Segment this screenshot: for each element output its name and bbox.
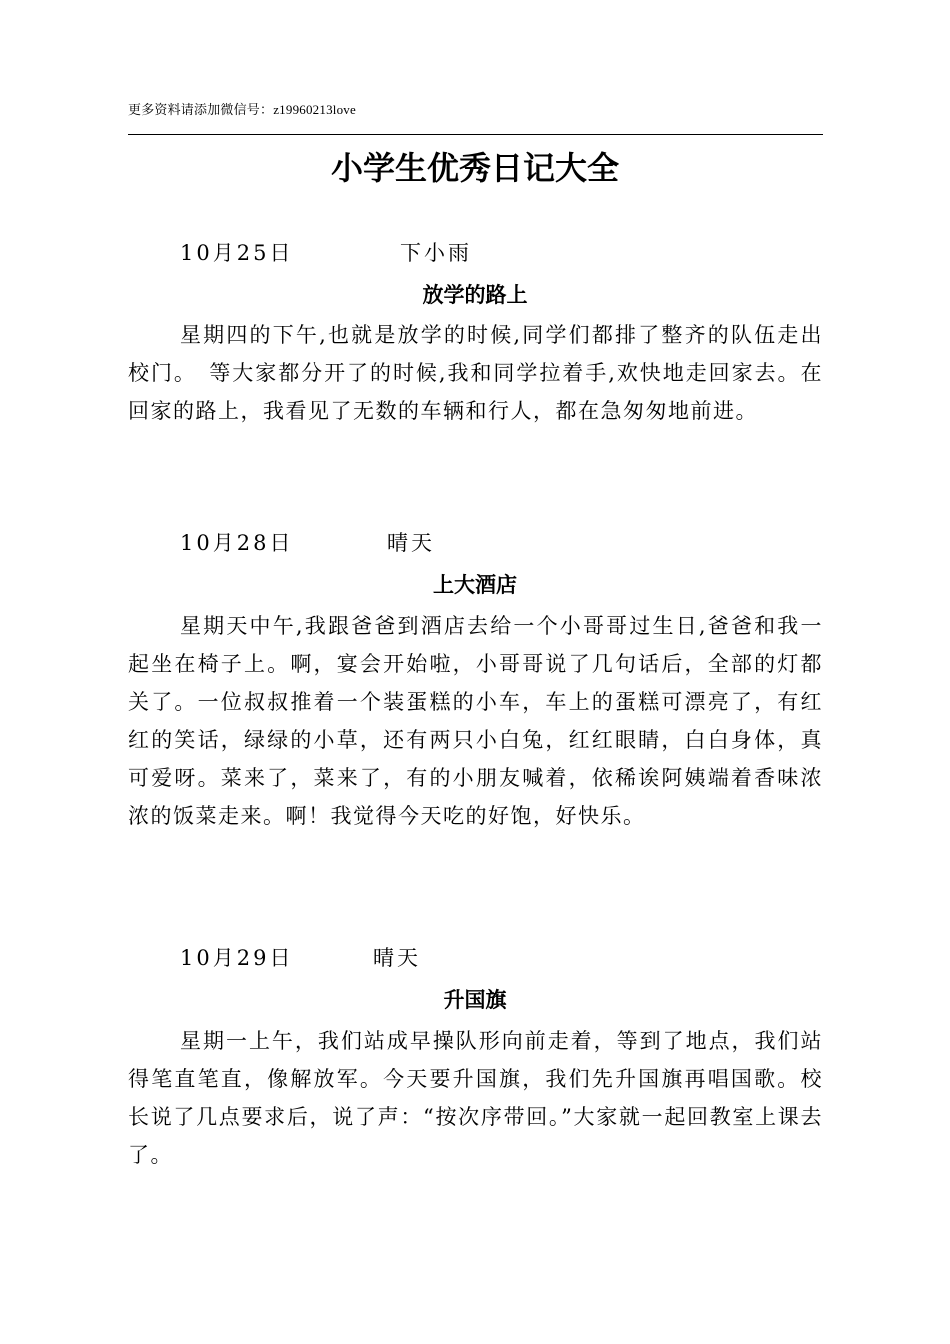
document-title: 小学生优秀日记大全 bbox=[330, 149, 619, 187]
header-note: 更多资料请添加微信号：z19960213love bbox=[128, 102, 356, 117]
entry-weather: 晴天 bbox=[387, 531, 435, 555]
entry-weather: 下小雨 bbox=[400, 241, 472, 265]
entry-date: 10月25日 bbox=[180, 241, 294, 265]
entry-body: 星期一上午，我们站成早操队形向前走着，等到了地点，我们站得笔直笔直，像解放军。今天要升国旗，我们先升国旗再唱国歌。校长说了几点要求后，说了声：“按次序带回。”大家就一起回教室上课去了。 bbox=[128, 1029, 823, 1167]
entry-title: 放学的路上 bbox=[422, 282, 528, 307]
entry-title: 上大酒店 bbox=[433, 572, 517, 597]
entry-body: 星期四的下午,也就是放学的时候,同学们都排了整齐的队伍走出校门。 等大家都分开了的时候,我和同学拉着手,欢快地走回家去。在回家的路上，我看见了无数的车辆和行人，都在急匆匆地前进。 bbox=[128, 323, 823, 423]
header-divider bbox=[128, 134, 823, 135]
entry-date: 10月28日 bbox=[180, 531, 294, 555]
entry-body: 星期天中午,我跟爸爸到酒店去给一个小哥哥过生日,爸爸和我一起坐在椅子上。啊，宴会开始啦，小哥哥说了几句话后，全部的灯都关了。一位叔叔推着一个装蛋糕的小车，车上的蛋糕可漂亮了，有红红的笑话，绿绿的小草，还有两只小白兔，红红眼睛，白白身体，真可爱呀。菜来了，菜来了，有的小朋友喊着，依稀诶阿姨端着香味浓浓的饭菜走来。啊！我觉得今天吃的好饱，好快乐。 bbox=[128, 614, 823, 828]
entry-meta bbox=[180, 944, 421, 972]
entry-weather: 晴天 bbox=[373, 946, 421, 970]
entry-meta bbox=[180, 529, 435, 557]
entry-title: 升国旗 bbox=[443, 987, 507, 1012]
entry-meta bbox=[180, 239, 472, 267]
entry-date: 10月29日 bbox=[180, 946, 294, 970]
